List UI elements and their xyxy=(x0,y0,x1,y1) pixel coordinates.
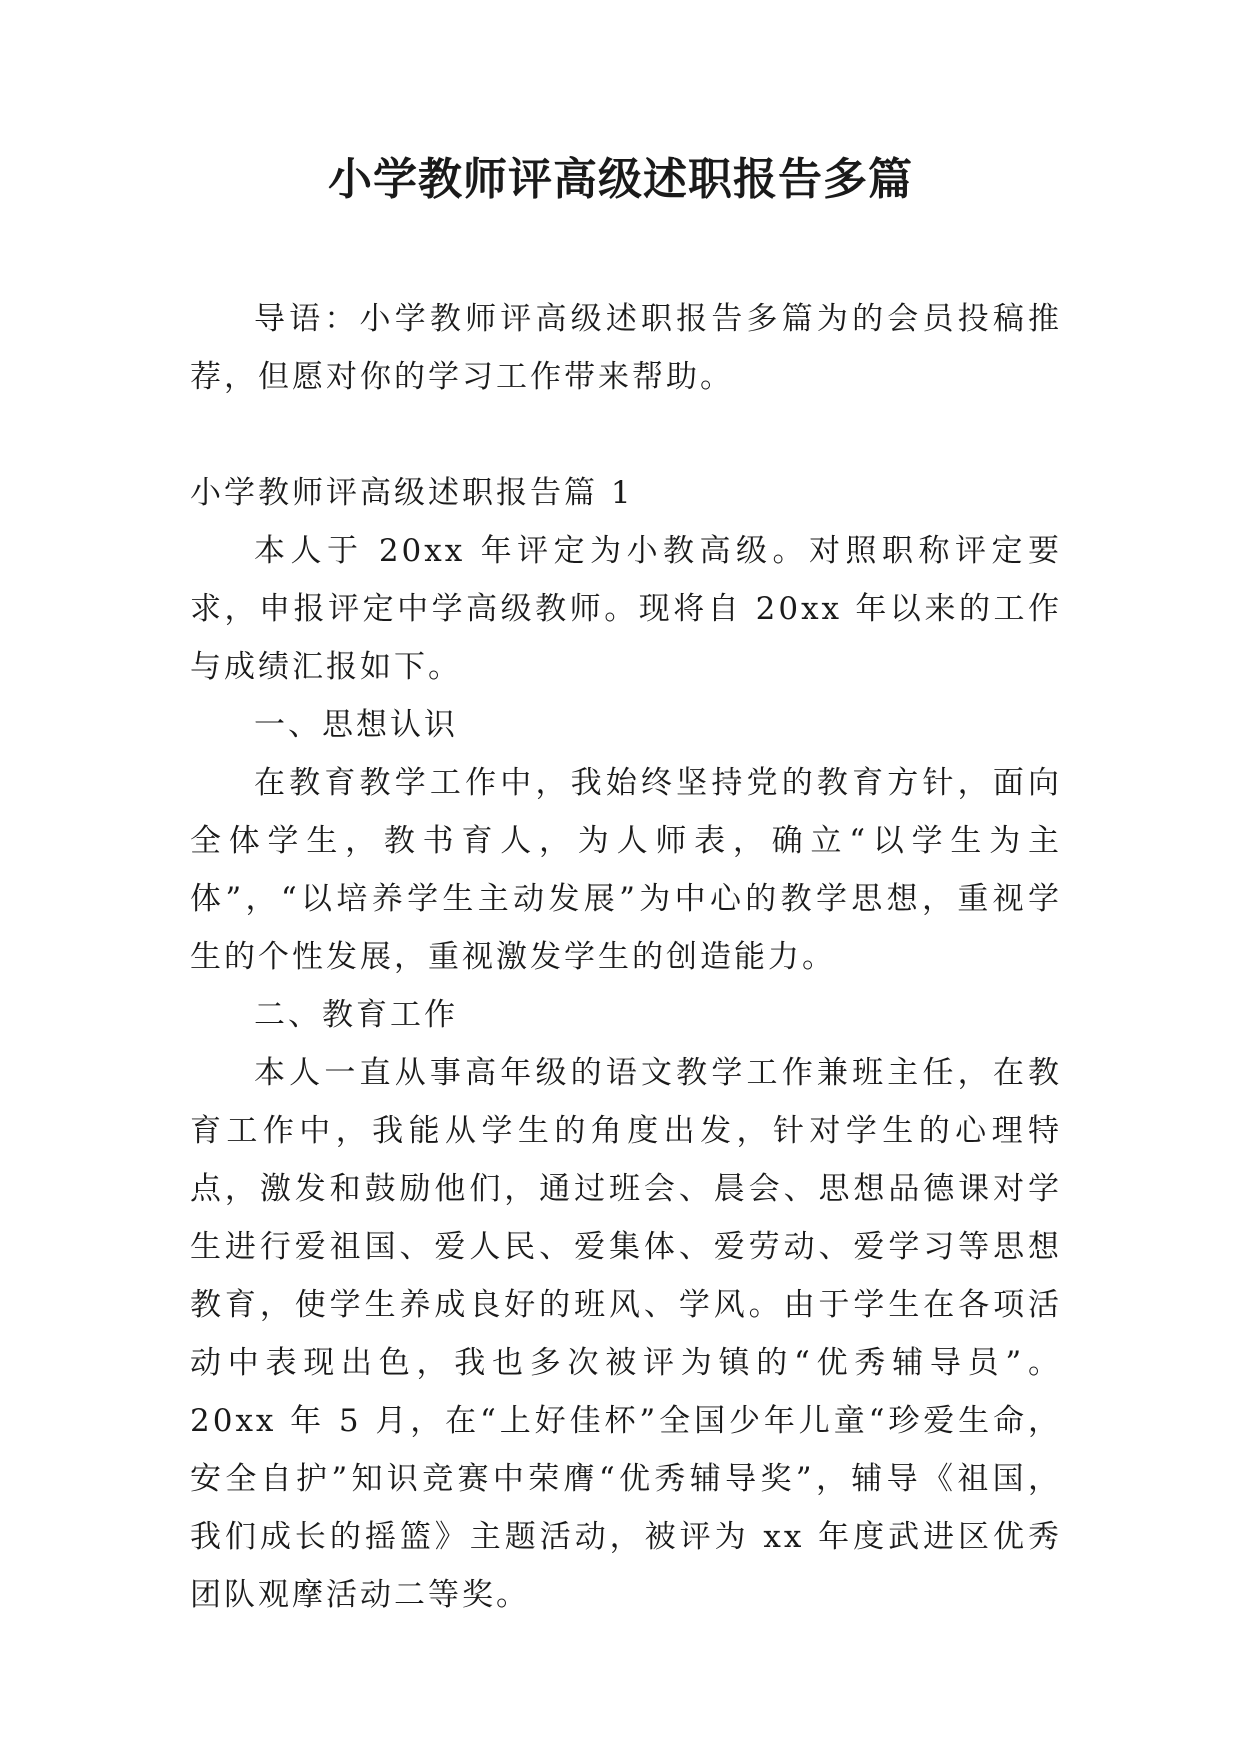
intro-paragraph: 导语：小学教师评高级述职报告多篇为的会员投稿推荐，但愿对你的学习工作带来帮助。 xyxy=(190,301,1062,395)
body-paragraph: 本人于 20xx 年评定为小教高级。对照职称评定要求，申报评定中学高级教师。现将自 20xx 年以来的工作与成绩汇报如下。 xyxy=(190,533,1062,685)
body-paragraph: 本人一直从事高年级的语文教学工作兼班主任，在教育工作中，我能从学生的角度出发，针对学生的心理特点，激发和鼓励他们，通过班会、晨会、思想品德课对学生进行爱祖国、爱人民、爱集体、爱劳动、爱学习等思想教育，使学生养成良好的班风、学风。由于学生在各项活动中表现出色，我也多次被评为镇的“优秀辅导员”。20xx 年 5 月，在“上好佳杯”全国少年儿童“珍爱生命，安全自护”知识竞赛中荣膺“优秀辅导奖”，辅导《祖国，我们成长的摇篮》主题活动，被评为 xx 年度武进区优秀团队观摩活动二等奖。 xyxy=(190,1055,1062,1613)
subsection-heading: 一、思想认识 xyxy=(254,707,458,743)
document-body xyxy=(190,290,1062,1624)
section-title: 小学教师评高级述职报告篇 1 xyxy=(190,475,634,511)
document-title: 小学教师评高级述职报告多篇 xyxy=(328,154,913,205)
body-paragraph: 在教育教学工作中，我始终坚持党的教育方针，面向全体学生，教书育人，为人师表，确立“以学生为主体”，“以培养学生主动发展”为中心的教学思想，重视学生的个性发展，重视激发学生的创造能力。 xyxy=(190,765,1062,975)
subsection-heading: 二、教育工作 xyxy=(254,997,458,1033)
